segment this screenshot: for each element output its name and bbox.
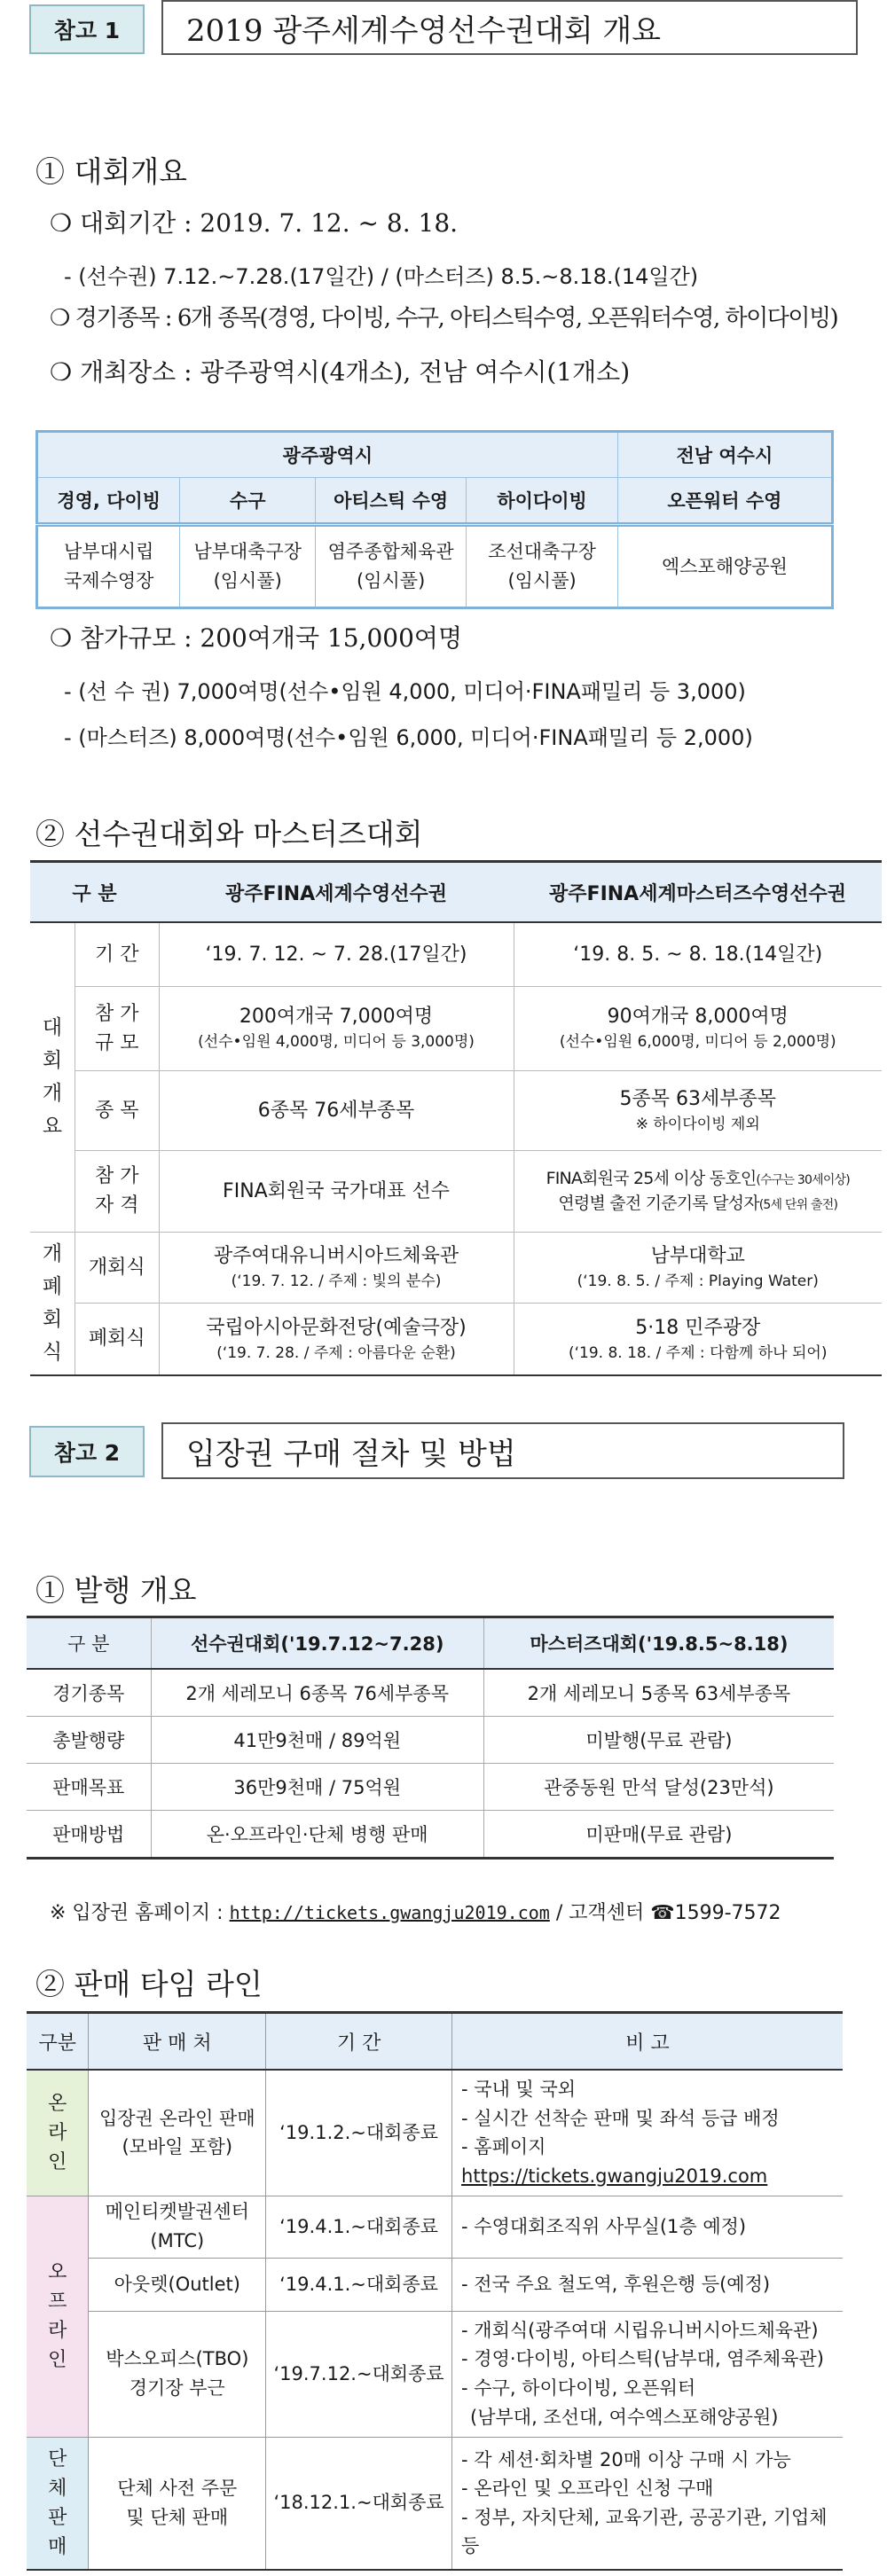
- world-qualification: FINA회원국 국가대표 선수: [159, 1150, 514, 1232]
- group-overview-label: 대 회 개 요: [30, 922, 75, 1232]
- championship-table: [30, 860, 882, 1376]
- group-period: ‘18.12.1.~대회종료: [266, 2437, 452, 2570]
- issue-row-label: 판매방법: [27, 1811, 151, 1859]
- overview-participation: ❍ 참가규모 : 200여개국 15,000여명: [50, 623, 462, 653]
- participation-masters: - (마스터즈) 8,000여명(선수•임원 6,000, 미디어·FINA패밀리 등 2,000): [64, 725, 753, 750]
- sales-heading: ② 판매 타임 라인: [35, 1967, 263, 2001]
- row-label-events: 종 목: [75, 1070, 160, 1150]
- reference-title-1: 2019 광주세계수영선수권대회 개요: [161, 0, 858, 55]
- offline-period-tbo: ‘19.7.12.~대회종료: [266, 2311, 452, 2437]
- sales-col-seller: 판 매 처: [89, 2013, 266, 2071]
- venue-column-header: 경영, 다이빙: [37, 478, 180, 525]
- overview-period: ❍ 대회기간 : 2019. 7. 12. ~ 8. 18.: [50, 208, 459, 238]
- issue-col-division: 구 분: [27, 1617, 151, 1670]
- online-seller: 입장권 온라인 판매 (모바일 포함): [89, 2070, 266, 2196]
- row-label-closing: 폐회식: [75, 1303, 160, 1375]
- issue-cell: 36만9천매 / 75억원: [151, 1764, 483, 1811]
- participation-athletes: - (선 수 권) 7,000여명(선수•임원 4,000, 미디어·FINA패밀리 등 3,000): [64, 679, 746, 704]
- row-label-opening: 개회식: [75, 1232, 160, 1303]
- reference-badge-1: 참고 1: [29, 4, 145, 54]
- online-period: ‘19.1.2.~대회종료: [266, 2070, 452, 2196]
- champ-col-masters: 광주FINA세계마스터즈수영선수권: [514, 862, 882, 923]
- masters-scale: 90여개국 8,000여명 (선수•임원 6,000명, 미디어 등 2,000명): [514, 986, 882, 1070]
- offline-seller-mtc: 메인티켓발권센터 (MTC): [89, 2196, 266, 2258]
- issue-heading: ① 발행 개요: [35, 1573, 197, 1608]
- masters-qualification: FINA회원국 25세 이상 동호인(수구는 30세이상) 연령별 출전 기준기록 달성자(5세 단위 출전): [514, 1150, 882, 1232]
- offline-period-mtc: ‘19.4.1.~대회종료: [266, 2196, 452, 2258]
- venue-column-header: 오픈워터 수영: [617, 478, 832, 525]
- champ-heading: ② 선수권대회와 마스터즈대회: [35, 817, 423, 851]
- issue-cell: 관중동원 만석 달성(23만석): [483, 1764, 834, 1811]
- offline-period-outlet: ‘19.4.1.~대회종료: [266, 2258, 452, 2311]
- overview-events: ❍ 경기종목 : 6개 종목(경영, 다이빙, 수구, 아티스틱수영, 오픈워터수영, 하이다이빙): [50, 305, 838, 332]
- overview-period-detail: - (선수권) 7.12.~7.28.(17일간) / (마스터즈) 8.5.~8.18.(14일간): [64, 264, 699, 289]
- category-offline: 오 프 라 인: [27, 2196, 89, 2437]
- world-events: 6종목 76세부종목: [159, 1070, 514, 1150]
- champ-col-division: 구 분: [30, 862, 159, 923]
- issue-cell: 미판매(무료 관람): [483, 1811, 834, 1859]
- online-homepage-link[interactable]: https://tickets.gwangju2019.com: [461, 2165, 768, 2187]
- row-label-scale: 참 가 규 모: [75, 986, 160, 1070]
- offline-seller-tbo: 박스오피스(TBO) 경기장 부근: [89, 2311, 266, 2437]
- group-notes: - 각 세션·회차별 20매 이상 구매 시 가능 - 온라인 및 오프라인 신청 구매 - 정부, 자치단체, 교육기관, 공공기관, 기업체 등: [452, 2437, 843, 2570]
- homepage-link[interactable]: http://tickets.gwangju2019.com: [229, 1902, 550, 1923]
- venue-cell: 남부대시립 국제수영장: [37, 525, 180, 608]
- reference-badge-2: 참고 2: [29, 1426, 145, 1477]
- issue-row-label: 총발행량: [27, 1717, 151, 1764]
- region-yeosu: 전남 여수시: [617, 432, 832, 478]
- venue-cell: 엑스포해양공원: [617, 525, 832, 608]
- venue-cell: 염주종합체육관 (임시풀): [315, 525, 466, 608]
- offline-notes-mtc: - 수영대회조직위 사무실(1층 예정): [452, 2196, 843, 2258]
- issue-cell: 온·오프라인·단체 병행 판매: [151, 1811, 483, 1859]
- issue-cell: 2개 세레모니 6종목 76세부종목: [151, 1669, 483, 1717]
- world-closing: 국립아시아문화전당(예술극장) (‘19. 7. 28. / 주제 : 아름다운 순환): [159, 1303, 514, 1375]
- venue-cell: 남부대축구장 (임시풀): [180, 525, 315, 608]
- overview-heading: ① 대회개요: [35, 154, 188, 189]
- venue-column-header: 아티스틱 수영: [315, 478, 466, 525]
- venue-cell: 조선대축구장 (임시풀): [467, 525, 617, 608]
- offline-notes-tbo: - 개회식(광주여대 시립유니버시아드체육관) - 경영·다이빙, 아티스틱(남부대, 염주체육관) - 수구, 하이다이빙, 오픈워터 (남부대, 조선대, 여수엑스포해양공원): [452, 2311, 843, 2437]
- category-group: 단 체 판 매: [27, 2437, 89, 2570]
- group-ceremony-label: 개 폐 회 식: [30, 1232, 75, 1375]
- reference-title-2: 입장권 구매 절차 및 방법: [161, 1422, 844, 1479]
- issue-cell: 2개 세레모니 5종목 63세부종목: [483, 1669, 834, 1717]
- issue-cell: 미발행(무료 관람): [483, 1717, 834, 1764]
- venue-column-header: 하이다이빙: [467, 478, 617, 525]
- sales-timeline-table: [27, 2011, 843, 2571]
- world-scale: 200여개국 7,000여명 (선수•임원 4,000명, 미디어 등 3,000명): [159, 986, 514, 1070]
- issue-col-championship: 선수권대회('19.7.12~7.28): [151, 1617, 483, 1670]
- overview-venue: ❍ 개최장소 : 광주광역시(4개소), 전남 여수시(1개소): [50, 357, 631, 387]
- masters-opening: 남부대학교 (‘19. 8. 5. / 주제 : Playing Water): [514, 1232, 882, 1303]
- online-notes: - 국내 및 국외 - 실시간 선착순 판매 및 좌석 등급 배정 - 홈페이지 https://tickets.gwangju2019.com: [452, 2070, 843, 2196]
- sales-col-division: 구분: [27, 2013, 89, 2071]
- champ-col-world: 광주FINA세계수영선수권: [159, 862, 514, 923]
- masters-events: 5종목 63세부종목 ※ 하이다이빙 제외: [514, 1070, 882, 1150]
- sales-col-notes: 비 고: [452, 2013, 843, 2071]
- masters-closing: 5·18 민주광장 (‘19. 8. 18. / 주제 : 다함께 하나 되어): [514, 1303, 882, 1375]
- sales-col-period: 기 간: [266, 2013, 452, 2071]
- row-label-qualification: 참 가 자 격: [75, 1150, 160, 1232]
- region-gwangju: 광주광역시: [37, 432, 618, 478]
- issuance-table: [27, 1616, 834, 1860]
- venue-table: [35, 430, 834, 609]
- call-center: / 고객센터 ☎1599-7572: [549, 1902, 781, 1924]
- offline-seller-outlet: 아웃렛(Outlet): [89, 2258, 266, 2311]
- offline-notes-outlet: - 전국 주요 철도역, 후원은행 등(예정): [452, 2258, 843, 2311]
- issue-cell: 41만9천매 / 89억원: [151, 1717, 483, 1764]
- issue-row-label: 판매목표: [27, 1764, 151, 1811]
- masters-period: ‘19. 8. 5. ~ 8. 18.(14일간): [514, 922, 882, 986]
- issue-col-masters: 마스터즈대회('19.8.5~8.18): [483, 1617, 834, 1670]
- world-period: ‘19. 7. 12. ~ 7. 28.(17일간): [159, 922, 514, 986]
- row-label-period: 기 간: [75, 922, 160, 986]
- world-opening: 광주여대유니버시아드체육관 (‘19. 7. 12. / 주제 : 빛의 분수): [159, 1232, 514, 1303]
- group-seller: 단체 사전 주문 및 단체 판매: [89, 2437, 266, 2570]
- homepage-label: ※ 입장권 홈페이지 :: [50, 1902, 230, 1924]
- venue-column-header: 수구: [180, 478, 315, 525]
- category-online: 온 라 인: [27, 2070, 89, 2196]
- issue-row-label: 경기종목: [27, 1669, 151, 1717]
- homepage-line: [50, 1898, 781, 1925]
